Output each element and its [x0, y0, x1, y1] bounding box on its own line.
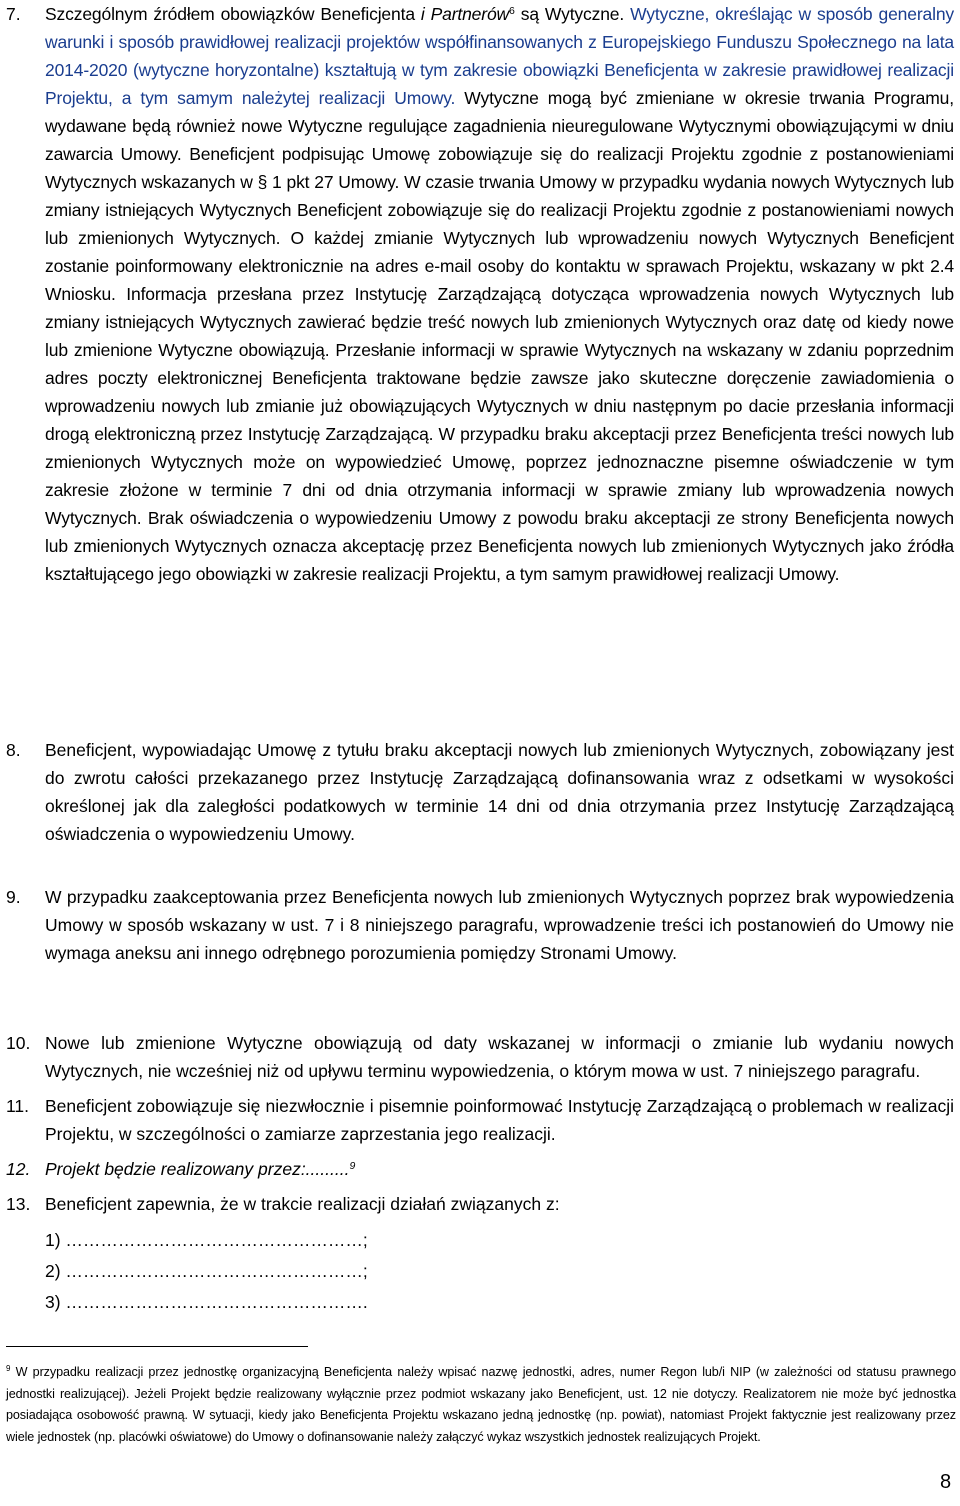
footnote-ref-9: 9 [349, 1160, 356, 1172]
item-number: 8. [6, 740, 21, 760]
item-text: W przypadku zaakceptowania przez Beneficjenta nowych lub zmienionych Wytycznych poprzez brak wypowiedzenia Umowy w sposób wskazany w ust. 7 i 8 niniejszego paragrafu, wprowadzenie treści ich postanowień do Umowy nie wymaga aneksu ani innego odrębnego porozumienia pomiędzy Stronami Umowy. [45, 887, 954, 963]
item-number: 13. [6, 1194, 31, 1214]
item-text [45, 0, 954, 588]
footnote-text: W przypadku realizacji przez jednostkę organizacyjną Beneficjenta należy wpisać nazwę jednostki, adres, numer Regon lub/i NIP (w zależności od statusu prawnego jednostki realizującej). Jeżeli Projekt będzie realizowany wyłącznie przez podmiot wskazany jako Beneficjent, ust. 12 nie dotyczy. Realizatorem nie może być jednostka posiadająca osobowość prawną. W sytuacji, kiedy jako Beneficjenta Projektu wskazano jedną jednostkę (np. powiat), natomiast Projekt faktycznie jest realizowany przez wiele jednostek (np. placówki oświatowe) do Umowy o dofinansowanie należy załączyć wykaz wszystkich jednostek realizujących Projekt. [6, 1365, 956, 1444]
item-text [45, 1155, 954, 1183]
item-number: 10. [6, 1033, 31, 1053]
item-text: Beneficjent, wypowiadając Umowę z tytułu braku akceptacji nowych lub zmienionych Wytycznych, zobowiązany jest do zwrotu całości przekazanego przez Instytucję Zarządzającą dofinansowania wraz z odsetkami w wysokości określonej jak dla zaległości podatkowych w terminie 14 dni od dnia otrzymania przez Instytucję Zarządzającą oświadczenia o wypowiedzeniu Umowy. [45, 740, 954, 844]
item-7-lead: Szczególnym źródłem obowiązków Beneficjenta [45, 4, 421, 24]
item-7-lead-rest: są Wytyczne. [514, 4, 631, 24]
item-number: 9. [6, 887, 21, 907]
sub-item-3: 3) ……………………………………………. [45, 1292, 368, 1312]
sub-item-1: 1) ……………………………………………; [45, 1230, 368, 1250]
footnote-separator [6, 1346, 308, 1347]
item-text: Beneficjent zobowiązuje się niezwłocznie i pisemnie poinformować Instytucję Zarządzającą o problemach w realizacji Projektu, w szczególności o zamiarze zaprzestania jego realizacji. [45, 1096, 954, 1144]
item-text: Nowe lub zmienione Wytyczne obowiązują od daty wskazanej w informacji o zmianie lub wydaniu nowych Wytycznych, nie wcześniej niż od upływu terminu wypowiedzenia, o którym mowa w ust. 7 niniejszego paragrafu. [45, 1033, 954, 1081]
footnote-marker: 9 [6, 1364, 11, 1373]
page-number: 8 [940, 1471, 952, 1493]
footnote-ref-6: 6 [509, 5, 515, 17]
item-12-text: Projekt będzie realizowany przez:......... [45, 1159, 350, 1179]
sub-item-2: 2) ……………………………………………; [45, 1261, 368, 1281]
footnote-9 [6, 1362, 956, 1448]
item-text: Beneficjent zapewnia, że w trakcie realizacji działań związanych z: [45, 1194, 560, 1214]
item-number: 12. [6, 1159, 31, 1179]
item-number: 7. [6, 4, 21, 24]
item-7-highlighted-text: Wytyczne, określając w sposób generalny warunki i sposób prawidłowej realizacji projektów współfinansowanych z Europejskiego Funduszu Społecznego na lata 2014-2020 (wytyczne horyzontalne) kształtują w tym zakresie obowiązki Beneficjenta w zakresie prawidłowej realizacji Projektu, a tym samym należytej realizacji Umowy. [45, 4, 955, 108]
item-number: 11. [6, 1096, 30, 1116]
item-7-text: Wytyczne mogą być zmieniane w okresie trwania Programu, wydawane będą również nowe Wytyczne regulujące zagadnienia nieuregulowane Wytycznymi obowiązującymi w dniu zawarcia Umowy. Beneficjent podpisując Umowę zobowiązuje się do realizacji Projektu zgodnie z postanowieniami Wytycznych wskazanych w § 1 pkt 27 Umowy. W czasie trwania Umowy w przypadku wydania nowych Wytycznych lub zmiany istniejących Wytycznych Beneficjent zobowiązuje się do realizacji Projektu zgodnie z postanowieniami nowych lub zmienionych Wytycznych. O każdej zmianie Wytycznych lub wprowadzeniu nowych Wytycznych Beneficjent zostanie poinformowany elektronicznie na adres e-mail osoby do kontaktu w sprawach Projektu, wskazany w pkt 2.4 Wniosku. Informacja przesłana przez Instytucję Zarządzającą dotycząca wprowadzenia nowych Wytycznych lub zmiany istniejących Wytycznych zawierać będzie treść nowych lub zmienionych Wytycznych oraz datę od kiedy nowe lub zmienione Wytyczne obowiązują. Przesłanie informacji w sprawie Wytycznych na wskazany w zdaniu poprzednim adres poczty elektronicznej Beneficjenta traktowane będzie zawsze jako skuteczne doręczenie zawiadomienia o wprowadzeniu nowych lub zmianie już obowiązujących Wytycznych w dniu następnym po dacie przesłania informacji drogą elektroniczną przez Instytucję Zarządzającą. W przypadku braku akceptacji przez Beneficjenta treści nowych lub zmienionych Wytycznych może on wypowiedzieć Umowę, poprzez jednoznaczne pisemne oświadczenie w tym zakresie złożone w terminie 7 dni od dnia otrzymania informacji w sprawie zmiany lub wprowadzenia nowych Wytycznych. Brak oświadczenia o wypowiedzeniu Umowy z powodu braku akceptacji ze strony Beneficjenta nowych lub zmienionych Wytycznych oznacza akceptację przez Beneficjenta nowych lub zmienionych Wytycznych jako źródła kształtującego jego obowiązki w zakresie realizacji Projektu, a tym samym prawidłowej realizacji Umowy. [45, 88, 954, 584]
item-7-lead-italic: i Partnerów [420, 4, 510, 24]
